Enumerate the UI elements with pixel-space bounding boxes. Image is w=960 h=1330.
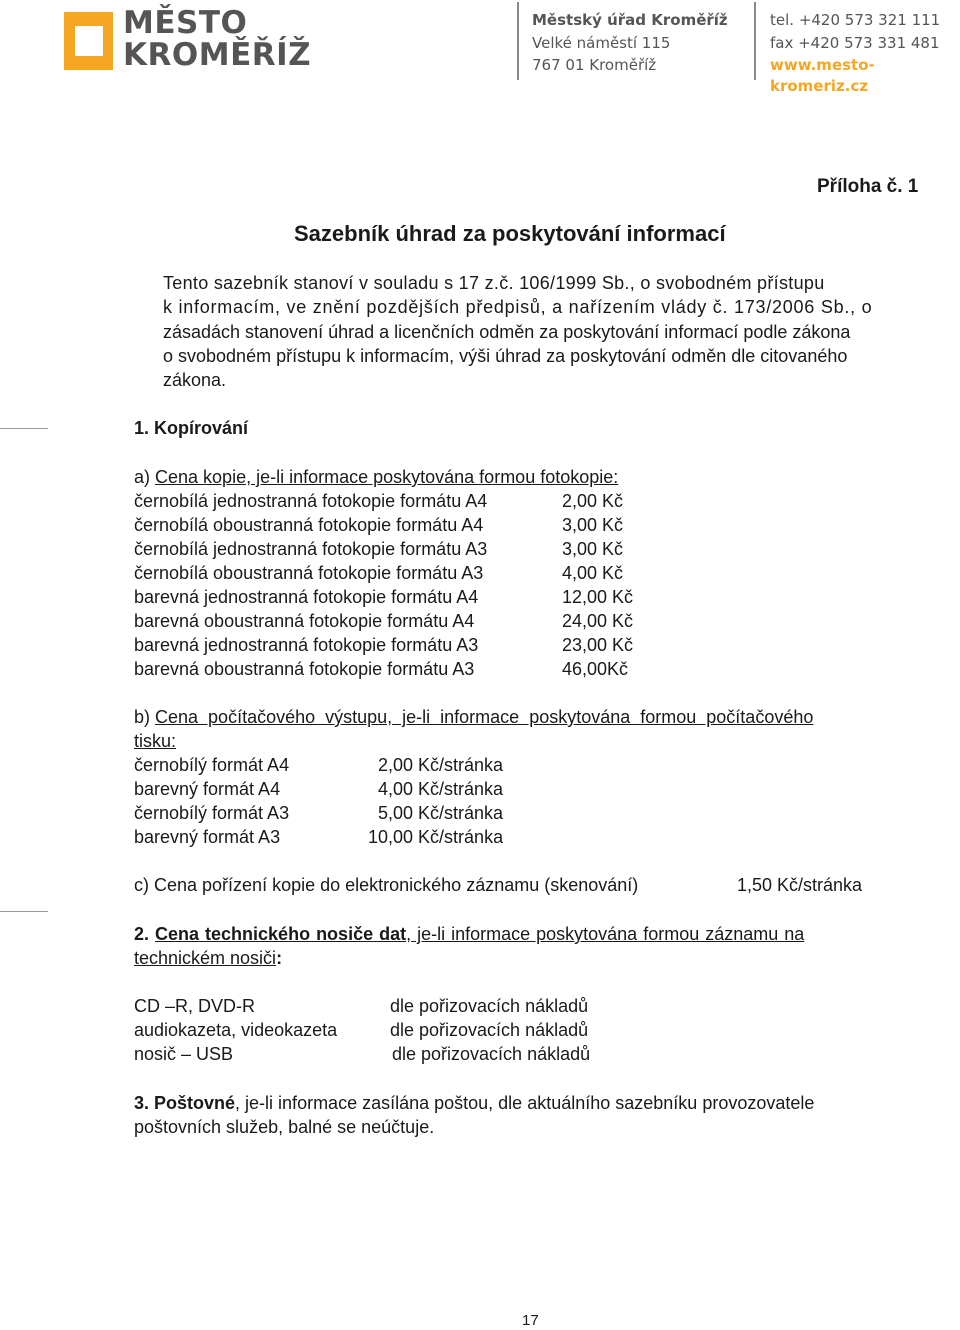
- section1a-heading: [134, 465, 618, 489]
- price-row-value: 4,00 Kč/stránka: [378, 779, 504, 799]
- section2-colon: :: [276, 948, 283, 968]
- logo-line1: MĚSTO: [123, 5, 248, 41]
- price-row-value: dle pořizovacích nákladů: [390, 1020, 589, 1040]
- price-row-label: černobílá jednostranná fotokopie formátu A4: [134, 491, 488, 511]
- section2-title: Cena technického nosiče dat: [155, 924, 407, 944]
- price-row-label: CD –R, DVD-R: [134, 996, 256, 1016]
- office-street: Velké náměstí 115: [532, 34, 671, 52]
- price-row-label: černobílý formát A3: [134, 803, 290, 823]
- price-row-label: barevná jednostranná fotokopie formátu A3: [134, 635, 479, 655]
- price-row-value: 46,00Kč: [562, 659, 629, 679]
- attachment-label: Příloha č. 1: [817, 176, 919, 197]
- price-row-label: audiokazeta, videokazeta: [134, 1020, 338, 1040]
- office-city: 767 01 Kroměříž: [532, 56, 657, 74]
- section1a-title: Cena kopie, je-li informace poskytována formou fotokopie:: [155, 467, 619, 487]
- office-fax: fax +420 573 331 481: [770, 34, 940, 52]
- price-row-label: nosič – USB: [134, 1044, 234, 1064]
- price-row-label: barevný formát A4: [134, 779, 281, 799]
- price-row-value: 2,00 Kč/stránka: [378, 755, 504, 775]
- section2-heading-line2: [134, 946, 282, 970]
- office-name: Městský úřad Kroměříž: [532, 11, 728, 29]
- margin-rule-top: [0, 428, 48, 429]
- price-row-value: 4,00 Kč: [562, 563, 624, 583]
- city-logo-icon: [64, 12, 113, 70]
- price-row-label: černobílý formát A4: [134, 755, 290, 775]
- price-row-value: dle pořizovacích nákladů: [390, 996, 589, 1016]
- office-tel: tel. +420 573 321 111: [770, 11, 941, 29]
- section1c-text: c) Cena pořízení kopie do elektronického záznamu (skenování): [134, 875, 639, 895]
- price-row-value: 3,00 Kč: [562, 539, 624, 559]
- price-row-label: barevná jednostranná fotokopie formátu A4: [134, 587, 479, 607]
- section2-line2-text: technickém nosiči: [134, 948, 277, 968]
- page-title: Sazebník úhrad za poskytování informací: [294, 221, 726, 246]
- section1b-heading: [134, 705, 813, 729]
- intro-line-2: k informacím, ve znění pozdějších předpisů, a nařízením vlády č. 173/2006 Sb., o: [163, 297, 873, 317]
- section3-title: Poštovné: [154, 1093, 236, 1113]
- section1a-prefix: a): [134, 467, 156, 487]
- section2-title-rest: , je-li informace poskytována formou záznamu na: [406, 924, 805, 944]
- price-row-label: černobílá oboustranná fotokopie formátu A3: [134, 563, 484, 583]
- price-row-value: 3,00 Kč: [562, 515, 624, 535]
- office-web-link[interactable]: www.mesto-kromeriz.cz: [770, 56, 875, 95]
- margin-rule-bottom: [0, 911, 48, 912]
- section3-line1: [134, 1091, 814, 1115]
- header-divider: [517, 2, 519, 80]
- section2-heading: [134, 922, 804, 946]
- section1b-title-line1: Cena počítačového výstupu, je-li informace poskytována formou počítačového: [155, 707, 814, 727]
- price-row-label: barevná oboustranná fotokopie formátu A3: [134, 659, 475, 679]
- page-number: 17: [522, 1312, 539, 1329]
- price-row-value: 24,00 Kč: [562, 611, 634, 631]
- section2-number: 2.: [134, 924, 156, 944]
- price-row-value: dle pořizovacích nákladů: [392, 1044, 591, 1064]
- section3-rest: , je-li informace zasílána poštou, dle aktuálního sazebníku provozovatele: [235, 1093, 815, 1113]
- intro-line-1: Tento sazebník stanoví v souladu s 17 z.č. 106/1999 Sb., o svobodném přístupu: [163, 273, 825, 293]
- price-row-label: černobílá jednostranná fotokopie formátu A3: [134, 539, 488, 559]
- logo-line2: KROMĚŘÍŽ: [123, 37, 312, 73]
- price-row-value: 10,00 Kč/stránka: [368, 827, 504, 847]
- header-divider-2: [754, 2, 756, 80]
- intro-line-5: zákona.: [163, 370, 227, 390]
- section1b-title-line2: tisku:: [134, 731, 177, 751]
- section3-line2: poštovních služeb, balné se neúčtuje.: [134, 1117, 435, 1137]
- price-row-label: černobílá oboustranná fotokopie formátu A4: [134, 515, 484, 535]
- price-row-value: 23,00 Kč: [562, 635, 634, 655]
- price-row-value: 5,00 Kč/stránka: [378, 803, 504, 823]
- price-row-value: 12,00 Kč: [562, 587, 634, 607]
- section3-number: 3.: [134, 1093, 155, 1113]
- section1b-prefix: b): [134, 707, 156, 727]
- price-row-label: barevná oboustranná fotokopie formátu A4: [134, 611, 475, 631]
- price-row-label: barevný formát A3: [134, 827, 281, 847]
- intro-line-4: o svobodném přístupu k informacím, výši úhrad za poskytování odměn dle citovaného: [163, 346, 848, 366]
- price-row-value: 2,00 Kč: [562, 491, 624, 511]
- section1c-price: 1,50 Kč/stránka: [737, 875, 863, 895]
- intro-line-3: zásadách stanovení úhrad a licenčních odměn za poskytování informací podle zákona: [163, 322, 851, 342]
- section1-heading: 1. Kopírování: [134, 418, 249, 438]
